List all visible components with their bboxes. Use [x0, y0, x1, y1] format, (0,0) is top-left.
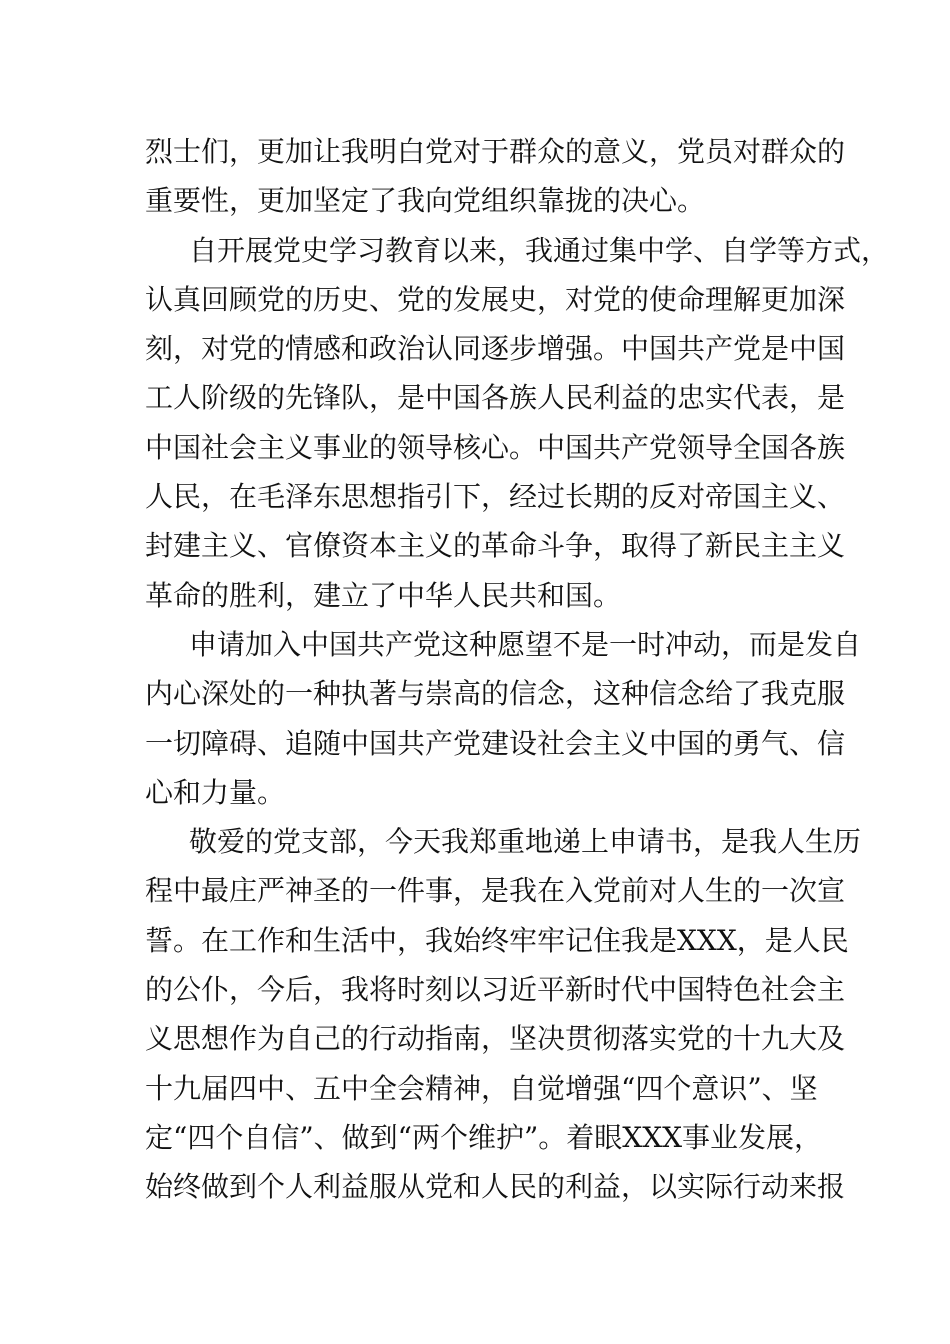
text-line: 认真回顾党的历史、党的发展史，对党的使命理解更加深 — [145, 282, 846, 316]
paragraph-start-line: 敬爱的党支部，今天我郑重地递上申请书，是我人生历 — [189, 825, 862, 859]
text-line: 誓。在工作和生活中，我始终牢牢记住我是XXX，是人民 — [145, 923, 849, 957]
text-line: 十九届四中、五中全会精神，自觉增强“四个意识”、坚 — [145, 1071, 818, 1105]
text-line: 始终做到个人利益服从党和人民的利益，以实际行动来报 — [145, 1170, 846, 1204]
text-line: 定“四个自信”、做到“两个维护”。着眼XXX事业发展， — [145, 1120, 823, 1154]
text-line: 中国社会主义事业的领导核心。中国共产党领导全国各族 — [145, 430, 846, 464]
paragraph-start-line: 申请加入中国共产党这种愿望不是一时冲动，而是发自 — [189, 627, 862, 661]
body-text — [145, 127, 890, 1212]
text-line: 工人阶级的先锋队，是中国各族人民利益的忠实代表，是 — [145, 381, 846, 415]
text-line: 一切障碍、追随中国共产党建设社会主义中国的勇气、信 — [145, 726, 846, 760]
paragraph-start-line: 自开展党史学习教育以来，我通过集中学、自学等方式， — [189, 233, 890, 267]
text-line: 封建主义、官僚资本主义的革命斗争，取得了新民主主义 — [145, 529, 846, 563]
text-line: 革命的胜利，建立了中华人民共和国。 — [145, 578, 622, 612]
text-line: 烈士们，更加让我明白党对于群众的意义，党员对群众的 — [145, 135, 846, 168]
text-line: 内心深处的一种执著与崇高的信念，这种信念给了我克服 — [145, 677, 846, 711]
text-line: 人民，在毛泽东思想指引下，经过长期的反对帝国主义、 — [145, 480, 846, 514]
text-line: 的公仆，今后，我将时刻以习近平新时代中国特色社会主 — [145, 973, 846, 1007]
text-line: 程中最庄严神圣的一件事，是我在入党前对人生的一次宣 — [145, 874, 846, 908]
text-line: 刻，对党的情感和政治认同逐步增强。中国共产党是中国 — [145, 332, 846, 366]
text-line: 重要性，更加坚定了我向党组织靠拢的决心。 — [145, 184, 706, 218]
text-line: 心和力量。 — [145, 775, 286, 809]
text-line: 义思想作为自己的行动指南，坚决贯彻落实党的十九大及 — [145, 1022, 846, 1056]
